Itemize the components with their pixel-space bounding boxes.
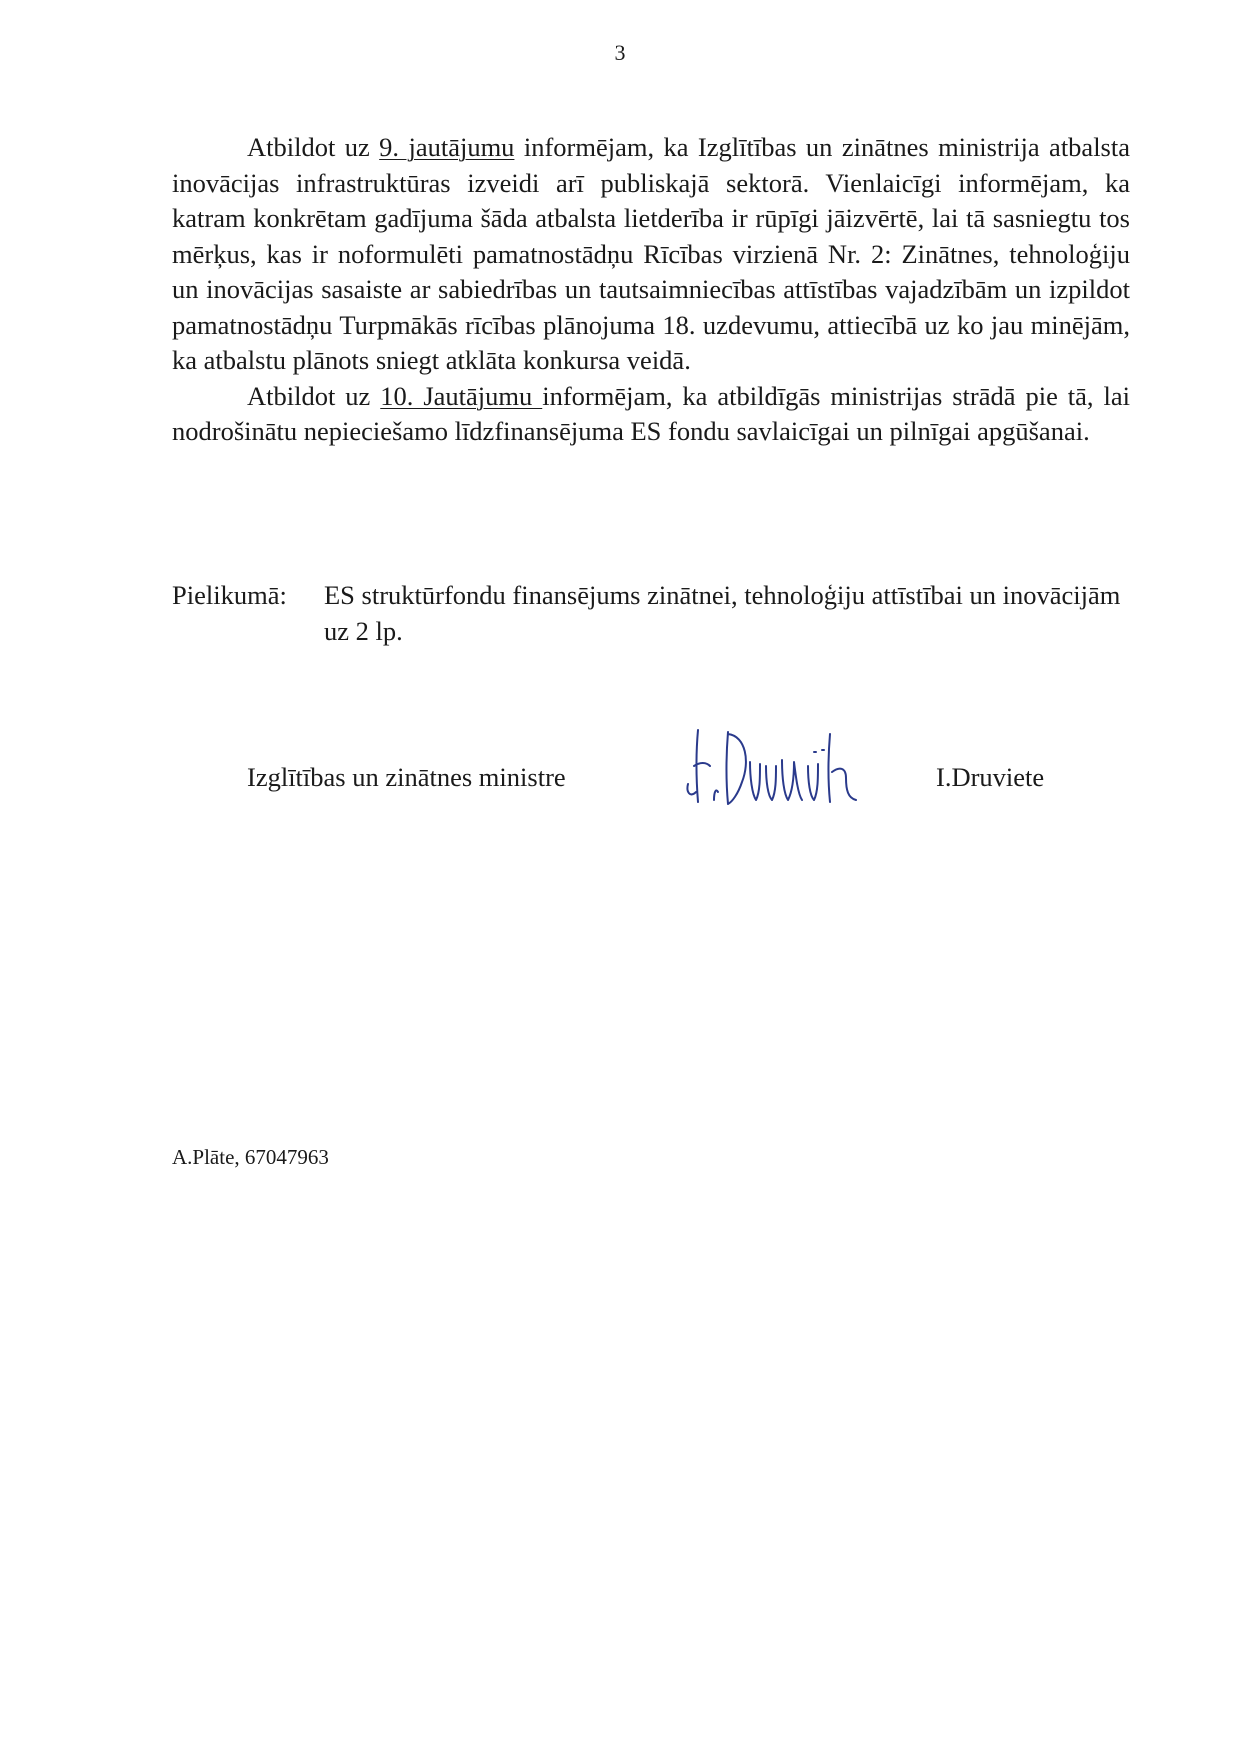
attachment-label: Pielikumā: [172, 580, 287, 610]
handwritten-signature [680, 722, 870, 812]
paragraph-text: informējam, ka atbildīgās ministrijas strādā pie tā, lai nodrošinātu nepieciešamo līdzfinansējuma ES fondu savlaicīgai un pilnīgai apgūšanai. [172, 380, 1130, 446]
question-reference: 10. Jautājumu [380, 380, 543, 411]
paragraph-answer-9 [172, 130, 1130, 379]
paragraph-text: informējam, ka Izglītības un zinātnes ministrija atbalsta inovācijas infrastruktūras izveidi arī publiskajā sektorā. Vienlaicīgi informējam, ka katram konkrētam gadījuma šāda atbalsta lietderība ir rūpīgi jāizvērtē, lai tā sasniegtu tos mērķus, kas ir noformulēti pamatnostādņu Rīcības virzienā Nr. 2: Zinātnes, tehnoloģiju un inovācijas sasaiste ar sabiedrības un tautsaimniecības attīstības vajadzībām un izpildot pamatnostādņu Turpmākās rīcības plānojuma 18. uzdevumu, attiecībā uz ko jau minējām, ka atbalstu plānots sniegt atklāta konkursa veidā. [172, 132, 1130, 375]
attachment-text: ES struktūrfondu finansējums zinātnei, tehnoloģiju attīstībai un inovācijām uz 2 lp. [324, 580, 1121, 646]
attachment-note [172, 578, 1130, 649]
signer-title: Izglītības un zinātnes ministre [247, 762, 566, 792]
signature-block [0, 722, 1240, 822]
question-reference: 9. jautājumu [379, 132, 515, 162]
paragraph-lead: Atbildot uz [247, 380, 381, 411]
signer-name: I.Druviete [936, 762, 1045, 792]
contact-person: A.Plāte, 67047963 [172, 1145, 329, 1169]
letter-body [172, 130, 1130, 450]
paragraph-lead: Atbildot uz [247, 132, 380, 162]
page-number: 3 [614, 40, 626, 65]
paragraph-answer-10 [172, 379, 1130, 450]
